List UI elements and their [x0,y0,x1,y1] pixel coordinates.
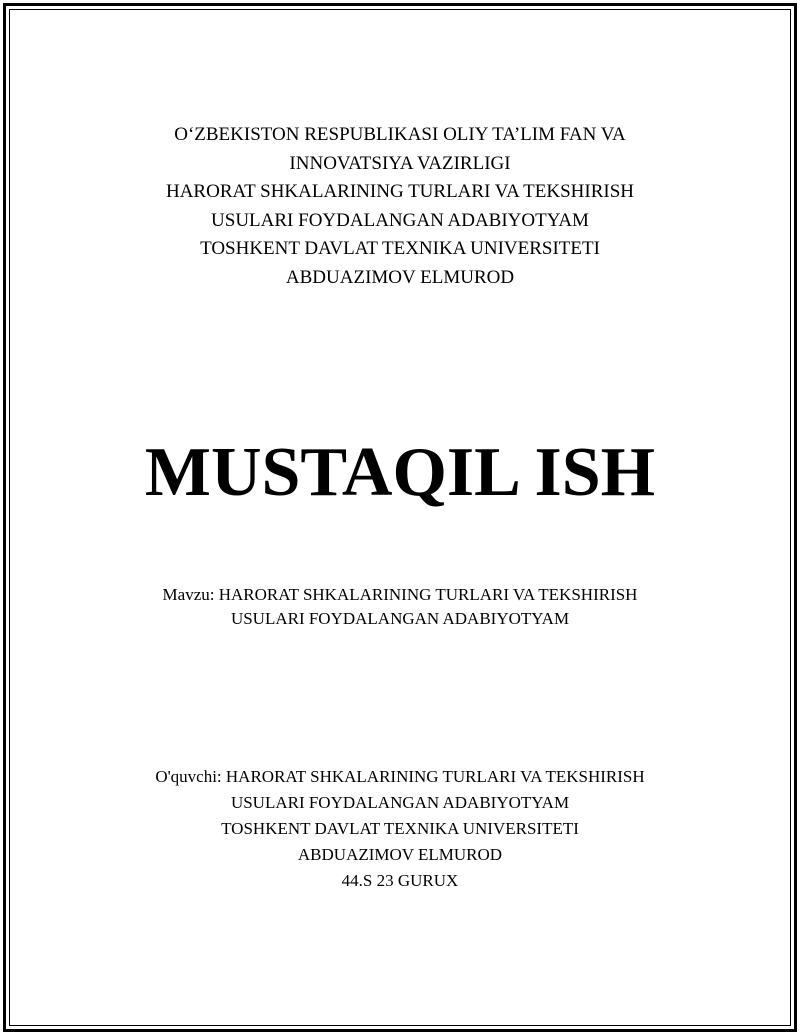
topic-block [0,583,800,631]
author-name: ABDUAZIMOV ELMUROD [285,266,515,288]
student-block [0,764,800,894]
student-group: 44.S 23 GURUX [341,871,459,890]
header-block [0,121,800,292]
student-name: ABDUAZIMOV ELMUROD [297,845,503,864]
header-topic-line-2: USULARI FOYDALANGAN ADABIYOTYAM [211,209,589,231]
topic-line-2: USULARI FOYDALANGAN ADABIYOTYAM [230,609,570,628]
ministry-line-1: O‘ZBEKISTON RESPUBLIKASI OLIY TA’LIM FAN VA [174,124,626,145]
header-topic-line-1: HARORAT SHKALARINING TURLARI VA TEKSHIRISH [165,181,634,202]
topic-line-1: Mavzu: HARORAT SHKALARINING TURLARI VA TEKSHIRISH [162,585,638,604]
university-name: TOSHKENT DAVLAT TEXNIKA UNIVERSITETI [200,238,600,259]
student-line-1: O'quvchi: HARORAT SHKALARINING TURLARI VA TEKSHIRISH [155,767,645,786]
ministry-line-2: INNOVATSIYA VAZIRLIGI [289,152,511,174]
student-university: TOSHKENT DAVLAT TEXNIKA UNIVERSITETI [221,819,579,838]
document-title: MUSTAQIL ISH [144,434,656,511]
student-line-2: USULARI FOYDALANGAN ADABIYOTYAM [230,793,570,812]
